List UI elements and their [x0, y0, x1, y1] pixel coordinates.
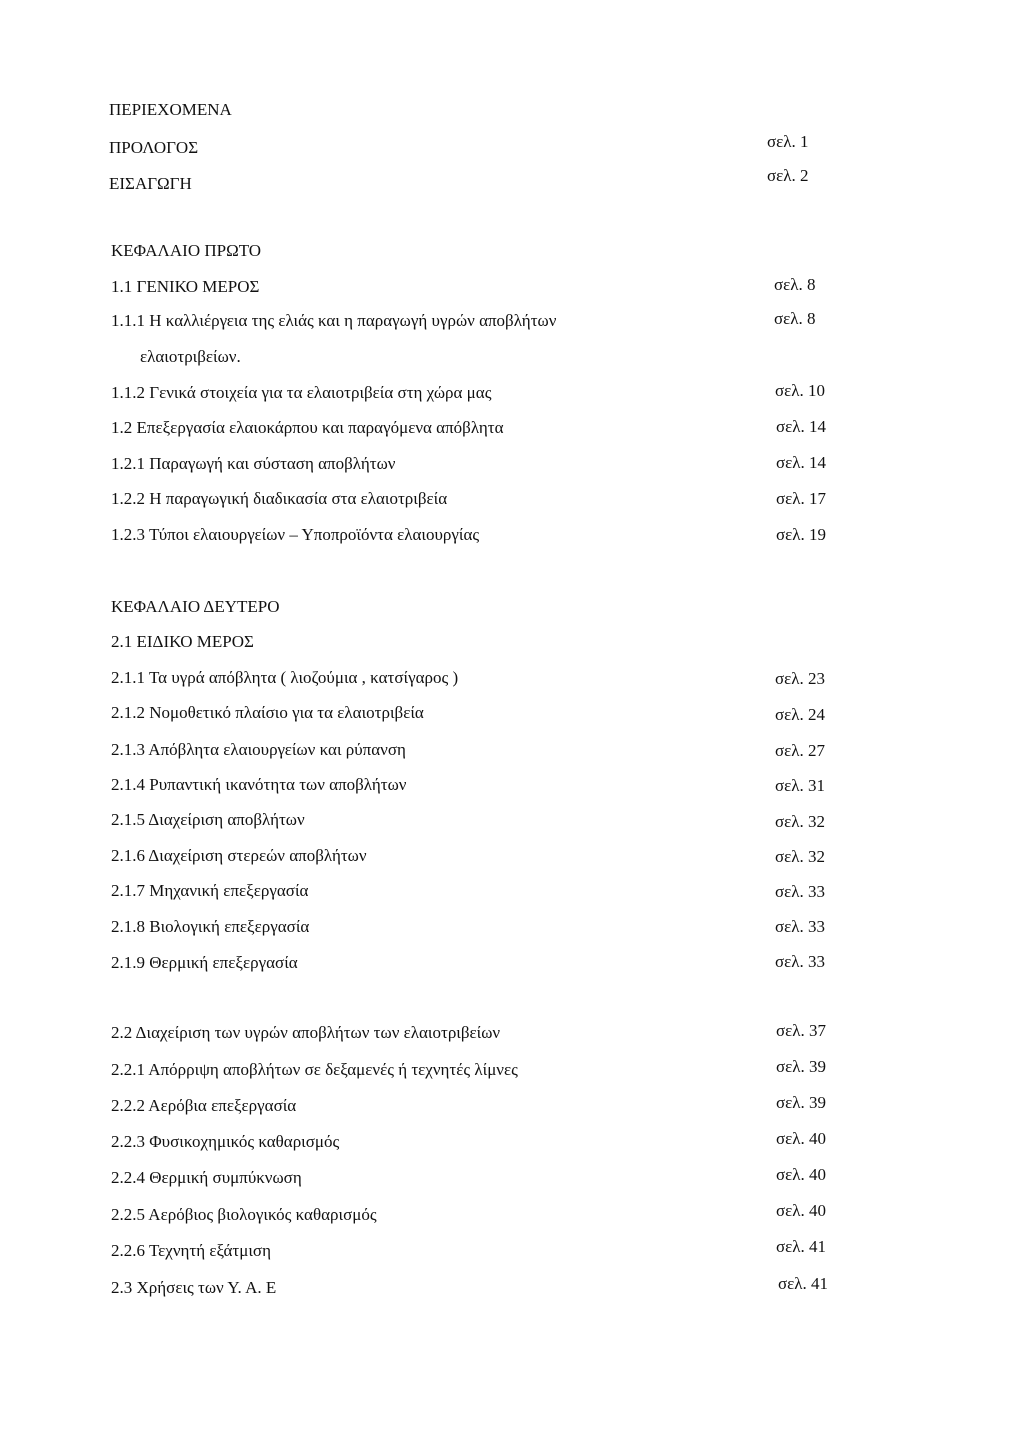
toc-entry-text[interactable]: 2.1 ΕΙΔΙΚΟ ΜΕΡΟΣ	[111, 632, 254, 651]
toc-entry-page: σελ. 40	[776, 1165, 827, 1184]
toc-entry-text[interactable]: 2.1.2 Νομοθετικό πλαίσιο για τα ελαιοτριβεία	[111, 703, 424, 722]
chapter-heading: ΚΕΦΑΛΑΙΟ ΠΡΩΤΟ	[111, 241, 262, 260]
toc-entry-text[interactable]: 2.2.1 Απόρριψη αποβλήτων σε δεξαμενές ή τεχνητές λίμνες	[111, 1060, 518, 1079]
toc-entry-page: σελ. 19	[776, 525, 827, 544]
toc-entry-page: σελ. 33	[775, 882, 826, 901]
toc-entry-page: σελ. 8	[774, 309, 816, 328]
toc-entry-page: σελ. 27	[775, 741, 826, 760]
toc-entry-continuation: ελαιοτριβείων.	[140, 347, 241, 366]
toc-entry-text[interactable]: 2.2.4 Θερμική συμπύκνωση	[111, 1168, 302, 1187]
toc-entry-text[interactable]: 2.1.9 Θερμική επεξεργασία	[111, 953, 298, 972]
toc-entry-text[interactable]: 2.1.6 Διαχείριση στερεών αποβλήτων	[111, 846, 367, 865]
toc-entry-page: σελ. 14	[776, 417, 827, 436]
toc-entry-page: σελ. 40	[776, 1129, 827, 1148]
toc-entry-page: σελ. 41	[776, 1237, 827, 1256]
toc-entry-text[interactable]: 2.1.3 Απόβλητα ελαιουργείων και ρύπανση	[111, 740, 406, 759]
toc-entry-text[interactable]: 2.2.5 Αερόβιος βιολογικός καθαρισμός	[111, 1205, 377, 1224]
toc-entry-page: σελ. 1	[767, 132, 809, 151]
toc-entry-text[interactable]: 2.1.8 Βιολογική επεξεργασία	[111, 917, 310, 936]
toc-entry-page: σελ. 33	[775, 917, 826, 936]
toc-entry-text[interactable]: 2.2.6 Τεχνητή εξάτμιση	[111, 1241, 271, 1260]
toc-entry-page: σελ. 8	[774, 275, 816, 294]
toc-entry-text[interactable]: 1.1.1 Η καλλιέργεια της ελιάς και η παραγωγή υγρών αποβλήτων	[111, 311, 557, 330]
toc-entry-text[interactable]: ΠΡΟΛΟΓΟΣ	[109, 138, 199, 157]
toc-title: ΠΕΡΙΕΧΟΜΕΝΑ	[109, 100, 232, 119]
toc-entry-text[interactable]: 1.1.2 Γενικά στοιχεία για τα ελαιοτριβεία στη χώρα μας	[111, 383, 492, 402]
toc-entry-text[interactable]: 1.2.1 Παραγωγή και σύσταση αποβλήτων	[111, 454, 396, 473]
toc-entry-page: σελ. 32	[775, 812, 826, 831]
toc-entry-text[interactable]: 1.2.3 Τύποι ελαιουργείων – Υποπροϊόντα ελαιουργίας	[111, 525, 480, 544]
toc-entry-page: σελ. 24	[775, 705, 826, 724]
toc-entry-page: σελ. 14	[776, 453, 827, 472]
toc-entry-text[interactable]: 2.2.2 Αερόβια επεξεργασία	[111, 1096, 297, 1115]
toc-entry-text[interactable]: 2.2.3 Φυσικοχημικός καθαρισμός	[111, 1132, 340, 1151]
toc-entry-text[interactable]: 2.1.5 Διαχείριση αποβλήτων	[111, 810, 305, 829]
toc-entry-page: σελ. 31	[775, 776, 826, 795]
toc-entry-text[interactable]: 1.2.2 Η παραγωγική διαδικασία στα ελαιοτριβεία	[111, 489, 448, 508]
toc-entry-page: σελ. 23	[775, 669, 826, 688]
toc-entry-text[interactable]: 2.3 Χρήσεις των Υ. Α. Ε	[111, 1278, 277, 1297]
toc-entry-page: σελ. 41	[778, 1274, 829, 1293]
toc-entry-text[interactable]: ΕΙΣΑΓΩΓΗ	[109, 174, 192, 193]
toc-entry-page: σελ. 10	[775, 381, 826, 400]
chapter-heading: ΚΕΦΑΛΑΙΟ ΔΕΥΤΕΡΟ	[111, 597, 280, 616]
toc-entry-text[interactable]: 1.2 Επεξεργασία ελαιοκάρπου και παραγόμενα απόβλητα	[111, 418, 504, 437]
toc-entry-text[interactable]: 1.1 ΓΕΝΙΚΟ ΜΕΡΟΣ	[111, 277, 260, 296]
toc-entry-text[interactable]: 2.2 Διαχείριση των υγρών αποβλήτων των ελαιοτριβείων	[111, 1023, 501, 1042]
toc-entry-text[interactable]: 2.1.1 Τα υγρά απόβλητα ( λιοζούμια , κατσίγαρος )	[111, 668, 459, 687]
toc-entry-page: σελ. 2	[767, 166, 809, 185]
toc-entry-page: σελ. 32	[775, 847, 826, 866]
toc-entry-page: σελ. 40	[776, 1201, 827, 1220]
toc-entry-page: σελ. 39	[776, 1057, 827, 1076]
toc-entry-page: σελ. 17	[776, 489, 827, 508]
toc-entry-page: σελ. 37	[776, 1021, 827, 1040]
toc-entry-text[interactable]: 2.1.4 Ρυπαντική ικανότητα των αποβλήτων	[111, 775, 407, 794]
toc-entry-page: σελ. 33	[775, 952, 826, 971]
toc-entry-page: σελ. 39	[776, 1093, 827, 1112]
toc-entry-text[interactable]: 2.1.7 Μηχανική επεξεργασία	[111, 881, 309, 900]
